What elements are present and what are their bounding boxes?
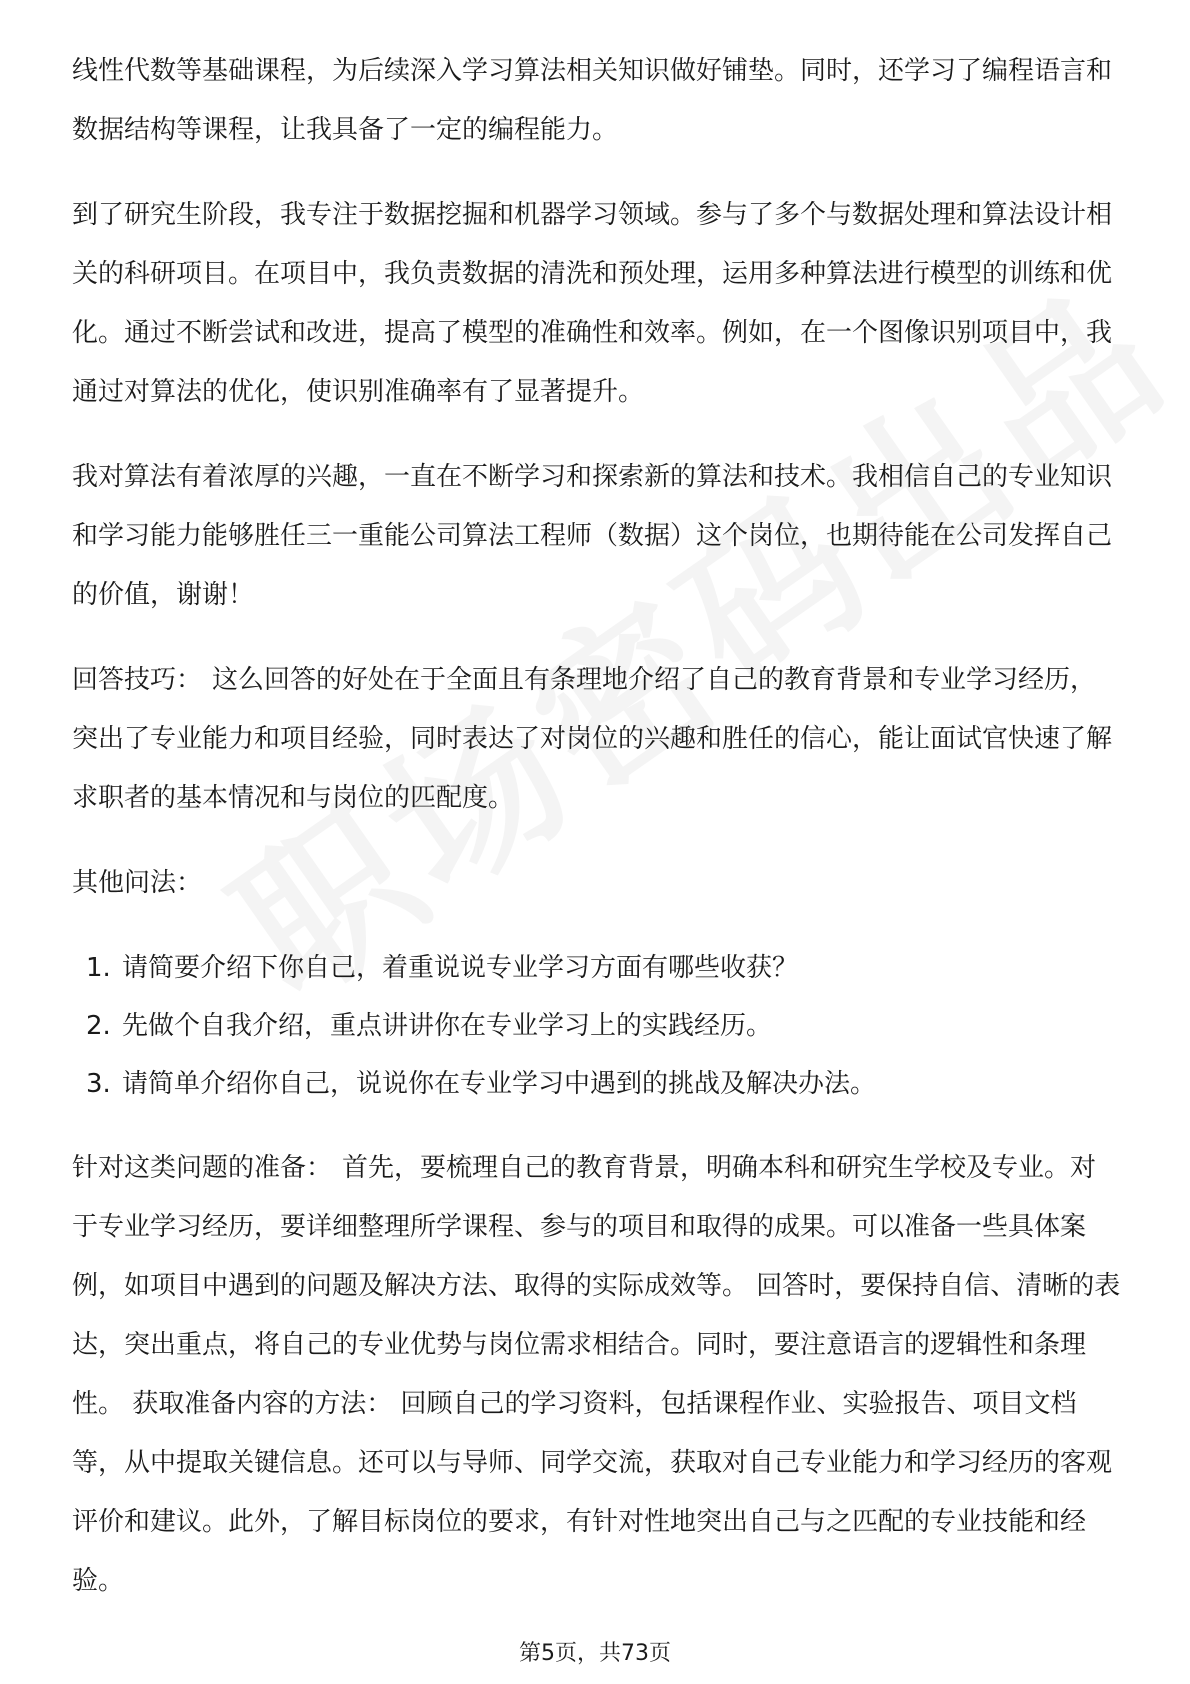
preparation-label: 针对这类问题的准备： xyxy=(72,1153,333,1183)
list-item xyxy=(72,1055,1122,1113)
other-questions-label: 其他问法： xyxy=(72,868,203,898)
answer-tips-label: 回答技巧： xyxy=(72,665,203,695)
page-number-footer: 第5页，共73页 xyxy=(519,1641,671,1666)
paragraph-closing: 我对算法有着浓厚的兴趣，一直在不断学习和探索新的算法和技术。我相信自己的专业知识和学习能力能够胜任三一重能公司算法工程师（数据）这个岗位，也期待能在公司发挥自己的价值，谢谢！ xyxy=(72,462,1113,610)
paragraph-education: 线性代数等基础课程，为后续深入学习算法相关知识做好铺垫。同时，还学习了编程语言和数据结构等课程，让我具备了一定的编程能力。 xyxy=(72,56,1113,145)
paragraph-graduate-research: 到了研究生阶段，我专注于数据挖掘和机器学习领域。参与了多个与数据处理和算法设计相关的科研项目。在项目中，我负责数据的清洗和预处理，运用多种算法进行模型的训练和优化。通过不断尝试和改进，提高了模型的准确性和效率。例如，在一个图像识别项目中，我通过对算法的优化，使识别准确率有了显著提升。 xyxy=(72,200,1113,407)
preparation-section xyxy=(72,1139,1122,1611)
answer-tips-text: 这么回答的好处在于全面且有条理地介绍了自己的教育背景和专业学习经历，突出了专业能力和项目经验，同时表达了对岗位的兴趣和胜任的信心，能让面试官快速了解求职者的基本情况和与岗位的匹配度。 xyxy=(72,665,1113,813)
list-item-text: 请简要介绍下你自己，着重说说专业学习方面有哪些收获？ xyxy=(122,953,799,983)
list-item-number: 3. xyxy=(86,1069,111,1099)
list-item-text: 请简单介绍你自己，说说你在专业学习中遇到的挑战及解决办法。 xyxy=(122,1069,877,1099)
answer-tips xyxy=(72,651,1122,828)
list-item-number: 1. xyxy=(86,953,111,983)
content-area xyxy=(72,42,1122,1637)
list-item xyxy=(72,939,1122,997)
preparation-text: 首先，要梳理自己的教育背景，明确本科和研究生学校及专业。对于专业学习经历，要详细整理所学课程、参与的项目和取得的成果。可以准备一些具体案例，如项目中遇到的问题及解决方法、取得的实际成效等。 回答时，要保持自信、清晰的表达，突出重点，将自己的专业优势与岗位需求相结合。同时，要注意语言的逻辑性和条理性。 获取准备内容的方法： 回顾自己的学习资料，包括课程作业、实验报告、项目文档等，从中提取关键信息。还可以与导师、同学交流，获取对自己专业能力和学习经历的客观评价和建议。此外，了解目标岗位的要求，有针对性地突出自己与之匹配的专业技能和经验。 xyxy=(72,1153,1121,1596)
list-item-text: 先做个自我介绍，重点讲讲你在专业学习上的实践经历。 xyxy=(122,1011,773,1041)
list-item-number: 2. xyxy=(86,1011,111,1041)
other-questions-list xyxy=(72,939,1122,1113)
list-item xyxy=(72,997,1122,1055)
